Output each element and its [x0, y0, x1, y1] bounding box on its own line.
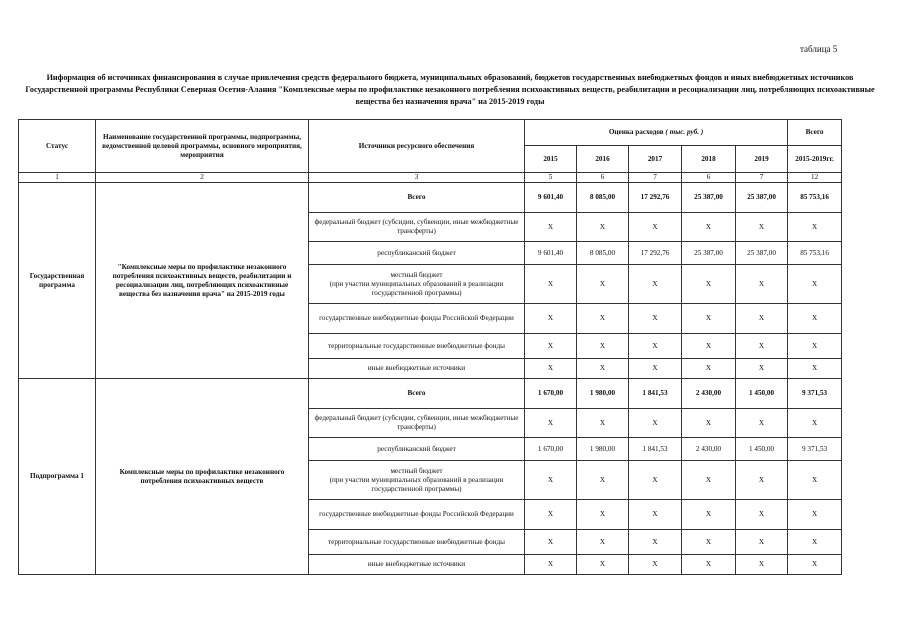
amount-cell: 1 980,00 — [577, 379, 629, 409]
amount-cell: X — [629, 213, 682, 242]
amount-cell: X — [736, 265, 788, 304]
amount-cell: X — [682, 359, 736, 379]
block-program-name: Комплексные меры по профилактике незаконного потребления психоактивных веществ — [96, 379, 309, 575]
column-number: 6 — [682, 173, 736, 183]
amount-cell: X — [682, 213, 736, 242]
block-program-name: "Комплексные меры по профилактике незаконного потребления психоактивных веществ, реабилитации и ресоциализации лиц, потребляющих психоактивные вещества без назначения врача" на 2015-2019 годы — [96, 183, 309, 379]
amount-cell: 9 601,40 — [525, 183, 577, 213]
amount-cell: X — [736, 304, 788, 334]
amount-cell: X — [682, 265, 736, 304]
amount-cell: X — [736, 409, 788, 438]
amount-cell: X — [788, 304, 842, 334]
amount-cell: X — [629, 334, 682, 359]
header-status: Статус — [19, 120, 96, 173]
column-number: 1 — [19, 173, 96, 183]
table-row — [19, 379, 842, 409]
amount-cell: 1 980,00 — [577, 438, 629, 461]
amount-cell: X — [736, 461, 788, 500]
header-total: Всего — [788, 120, 842, 146]
amount-cell: X — [577, 359, 629, 379]
header-year: 2019 — [736, 146, 788, 173]
amount-cell: X — [629, 304, 682, 334]
amount-cell: X — [788, 530, 842, 555]
column-number: 7 — [629, 173, 682, 183]
amount-cell: 2 430,00 — [682, 438, 736, 461]
column-number: 3 — [309, 173, 525, 183]
amount-cell: X — [788, 213, 842, 242]
amount-cell: X — [736, 334, 788, 359]
header-row — [19, 120, 842, 146]
amount-cell: X — [682, 409, 736, 438]
amount-cell: 85 753,16 — [788, 242, 842, 265]
header-year: 2017 — [629, 146, 682, 173]
funding-source-label: государственные внебюджетные фонды Российской Федерации — [309, 500, 525, 530]
header-year: 2016 — [577, 146, 629, 173]
amount-cell: 9 371,53 — [788, 379, 842, 409]
column-number: 5 — [525, 173, 577, 183]
amount-cell: X — [525, 530, 577, 555]
amount-cell: X — [577, 265, 629, 304]
column-number: 12 — [788, 173, 842, 183]
amount-cell: X — [525, 500, 577, 530]
amount-cell: 1 670,00 — [525, 438, 577, 461]
amount-cell: 85 753,16 — [788, 183, 842, 213]
header-estimate-label: Оценка расходов — [608, 128, 666, 136]
column-numbers-row — [19, 173, 842, 183]
funding-source-label: местный бюджет (при участии муниципальных образований в реализации государственной программы) — [309, 461, 525, 500]
column-number: 6 — [577, 173, 629, 183]
amount-cell: X — [577, 461, 629, 500]
amount-cell: X — [629, 500, 682, 530]
amount-cell: 25 387,00 — [682, 242, 736, 265]
amount-cell: 17 292,76 — [629, 183, 682, 213]
amount-cell: 2 430,00 — [682, 379, 736, 409]
block-status: Государственная программа — [19, 183, 96, 379]
amount-cell: 9 371,53 — [788, 438, 842, 461]
amount-cell: X — [788, 265, 842, 304]
amount-cell: X — [736, 359, 788, 379]
funding-source-label: республиканский бюджет — [309, 438, 525, 461]
amount-cell: X — [577, 409, 629, 438]
amount-cell: X — [788, 409, 842, 438]
funding-source-label: государственные внебюджетные фонды Российской Федерации — [309, 304, 525, 334]
amount-cell: X — [629, 461, 682, 500]
funding-source-label: федеральный бюджет (субсидии, субвенции, иные межбюджетные трансферты) — [309, 213, 525, 242]
header-estimate-unit: ( тыс. руб. ) — [665, 128, 704, 136]
amount-cell: X — [788, 359, 842, 379]
header-year: 2018 — [682, 146, 736, 173]
amount-cell: 1 841,53 — [629, 379, 682, 409]
amount-cell: X — [629, 555, 682, 575]
amount-cell: X — [525, 359, 577, 379]
funding-source-label: иные внебюджетные источники — [309, 555, 525, 575]
amount-cell: X — [629, 359, 682, 379]
amount-cell: X — [577, 530, 629, 555]
amount-cell: 17 292,76 — [629, 242, 682, 265]
funding-source-label: федеральный бюджет (субсидии, субвенции, иные межбюджетные трансферты) — [309, 409, 525, 438]
amount-cell: 1 450,00 — [736, 438, 788, 461]
amount-cell: X — [682, 555, 736, 575]
amount-cell: X — [525, 461, 577, 500]
amount-cell: X — [788, 334, 842, 359]
amount-cell: X — [525, 334, 577, 359]
header-total-period: 2015-2019гг. — [788, 146, 842, 173]
amount-cell: X — [525, 555, 577, 575]
funding-source-label: территориальные государственные внебюджетные фонды — [309, 530, 525, 555]
amount-cell: X — [682, 530, 736, 555]
amount-cell: X — [577, 500, 629, 530]
funding-sources-table — [18, 119, 842, 575]
funding-source-label: территориальные государственные внебюджетные фонды — [309, 334, 525, 359]
amount-cell: X — [682, 304, 736, 334]
amount-cell: 8 085,00 — [577, 242, 629, 265]
column-number: 2 — [96, 173, 309, 183]
amount-cell: 25 387,00 — [736, 242, 788, 265]
amount-cell: 25 387,00 — [736, 183, 788, 213]
header-year: 2015 — [525, 146, 577, 173]
amount-cell: X — [525, 213, 577, 242]
amount-cell: X — [788, 461, 842, 500]
amount-cell: X — [682, 334, 736, 359]
amount-cell: X — [629, 530, 682, 555]
amount-cell: X — [525, 304, 577, 334]
amount-cell: X — [788, 555, 842, 575]
funding-source-label: республиканский бюджет — [309, 242, 525, 265]
amount-cell: 25 387,00 — [682, 183, 736, 213]
amount-cell: X — [788, 500, 842, 530]
funding-source-label: Всего — [309, 183, 525, 213]
amount-cell: X — [629, 265, 682, 304]
amount-cell: 1 841,53 — [629, 438, 682, 461]
amount-cell: X — [736, 530, 788, 555]
amount-cell: 8 085,00 — [577, 183, 629, 213]
table-row — [19, 183, 842, 213]
document-title: Информация об источниках финансирования в случае привлечения средств федерального бюджета, муниципальных образований, бюджетов государственных внебюджетных фондов и иных внебюджетных источников Государственной программы Республики Северная Осетия-Алания "Комплексные меры по профилактике незаконного потребления психоактивных веществ, реабилитации и ресоциализации лиц, потребляющих психоактивные вещества без назначения врача" на 2015-2019 годы — [25, 73, 875, 106]
funding-source-label: Всего — [309, 379, 525, 409]
header-sources: Источники ресурсного обеспечения — [309, 120, 525, 173]
amount-cell: X — [682, 500, 736, 530]
amount-cell: 1 450,00 — [736, 379, 788, 409]
amount-cell: 1 670,00 — [525, 379, 577, 409]
funding-source-label: иные внебюджетные источники — [309, 359, 525, 379]
amount-cell: X — [525, 409, 577, 438]
header-program-name: Наименование государственной программы, подпрограммы, ведомственной целевой программы, основного мероприятия, мероприятия — [96, 120, 309, 173]
amount-cell: X — [577, 555, 629, 575]
amount-cell: X — [736, 500, 788, 530]
table-number-label: таблица 5 — [800, 44, 838, 54]
amount-cell: X — [525, 265, 577, 304]
amount-cell: X — [682, 461, 736, 500]
amount-cell: X — [629, 409, 682, 438]
amount-cell: X — [577, 304, 629, 334]
funding-source-label: местный бюджет (при участии муниципальных образований в реализации государственной программы) — [309, 265, 525, 304]
amount-cell: X — [577, 213, 629, 242]
column-number: 7 — [736, 173, 788, 183]
amount-cell: X — [577, 334, 629, 359]
amount-cell: 9 601,40 — [525, 242, 577, 265]
block-status: Подпрограмма 1 — [19, 379, 96, 575]
header-estimate — [525, 120, 788, 146]
amount-cell: X — [736, 555, 788, 575]
amount-cell: X — [736, 213, 788, 242]
